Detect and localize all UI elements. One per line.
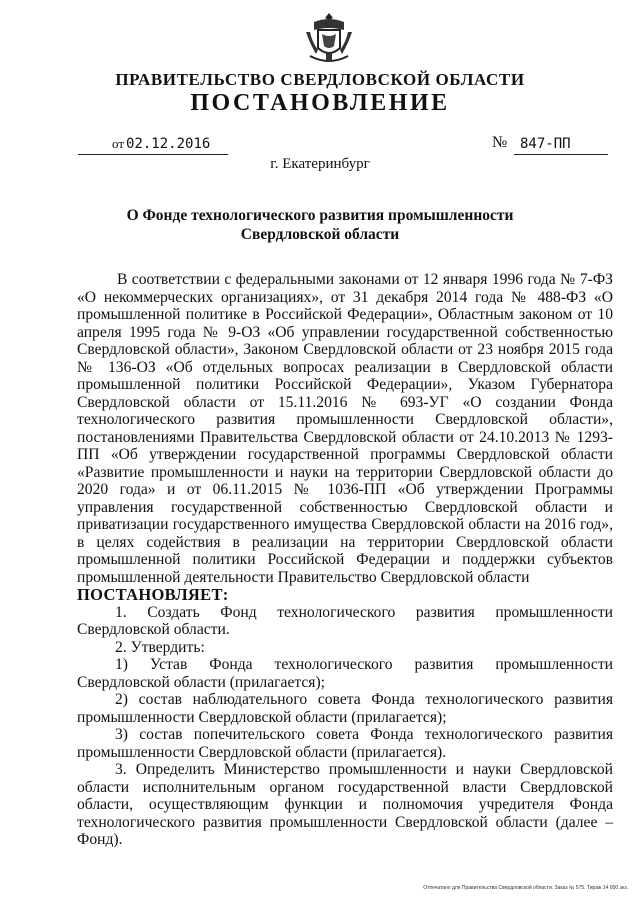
document-type: ПОСТАНОВЛЕНИЕ [190,90,450,116]
print-note: Отпечатано для Правительства Свердловской области. Заказ № 575. Тираж 14 000 экз. [423,885,628,891]
item-2-2: 2) состав наблюдательного совета Фонда технологического развития промышленности Свердловской области (прилагается); [77,691,613,726]
number-field [514,136,608,155]
item-2: 2. Утвердить: [115,638,205,656]
coat-of-arms-emblem [300,10,358,68]
date-prefix: от [112,136,125,151]
date-field [78,136,228,155]
number-value: 847-ПП [520,136,571,152]
city-name: г. Екатеринбург [270,156,370,172]
title-line-1: О Фонде технологического развития промышленности [126,207,514,224]
item-1: 1. Создать Фонд технологического развития промышленности Свердловской области. [77,603,613,638]
document-title [80,206,560,244]
date-value: 02.12.2016 [126,136,211,152]
preamble-paragraph: В соответствии с федеральными законами от 12 января 1996 года № 7-ФЗ «О некоммерческих организациях», от 31 декабря 2014 года № 488-ФЗ «О промышленной политике в Российской Федерации», Областным законом от 10 апреля 1995 года № 9-ОЗ «Об управлении государственной собственностью Свердловской области», Законом Свердловской области от 23 ноября 2015 года № 136-ОЗ «Об отдельных вопросах реализации в Свердловской области промышленной политики Российской Федерации», Указом Губернатора Свердловской области от 15.11.2016 № 693-УГ «О создании Фонда технологического развития промышленности Свердловской области», постановлениями Правительства Свердловской области от 24.10.2013 № 1293-ПП «Об утверждении государственной программы Свердловской области «Развитие промышленности и науки на территории Свердловской области до 2020 года» и от 06.11.2015 № 1036-ПП «Об утверждении Программы управления государственной собственностью Свердловской области и приватизации государственного имущества Свердловской области на 2016 год», в целях содействия в реализации на территории Свердловской области промышленной политики Российской Федерации и поддержки субъектов промышленной деятельности Правительство Свердловской области [77,271,613,586]
resolves-heading: ПОСТАНОВЛЯЕТ: [77,585,229,604]
item-2-1: 1) Устав Фонда технологического развития промышленности Свердловской области (прилагается); [77,656,613,691]
item-2-3: 3) состав попечительского совета Фонда технологического развития промышленности Свердловской области (прилагается). [77,726,613,761]
government-name: ПРАВИТЕЛЬСТВО СВЕРДЛОВСКОЙ ОБЛАСТИ [115,70,525,89]
number-label: № [492,134,508,151]
document-body [77,271,613,849]
item-3: 3. Определить Министерство промышленности и науки Свердловской области исполнительным органом государственной власти Свердловской области, осуществляющим функции и полномочия учредителя Фонда технологического развития промышленности Свердловской области (далее – Фонд). [77,761,613,848]
title-line-2: Свердловской области [240,226,400,243]
